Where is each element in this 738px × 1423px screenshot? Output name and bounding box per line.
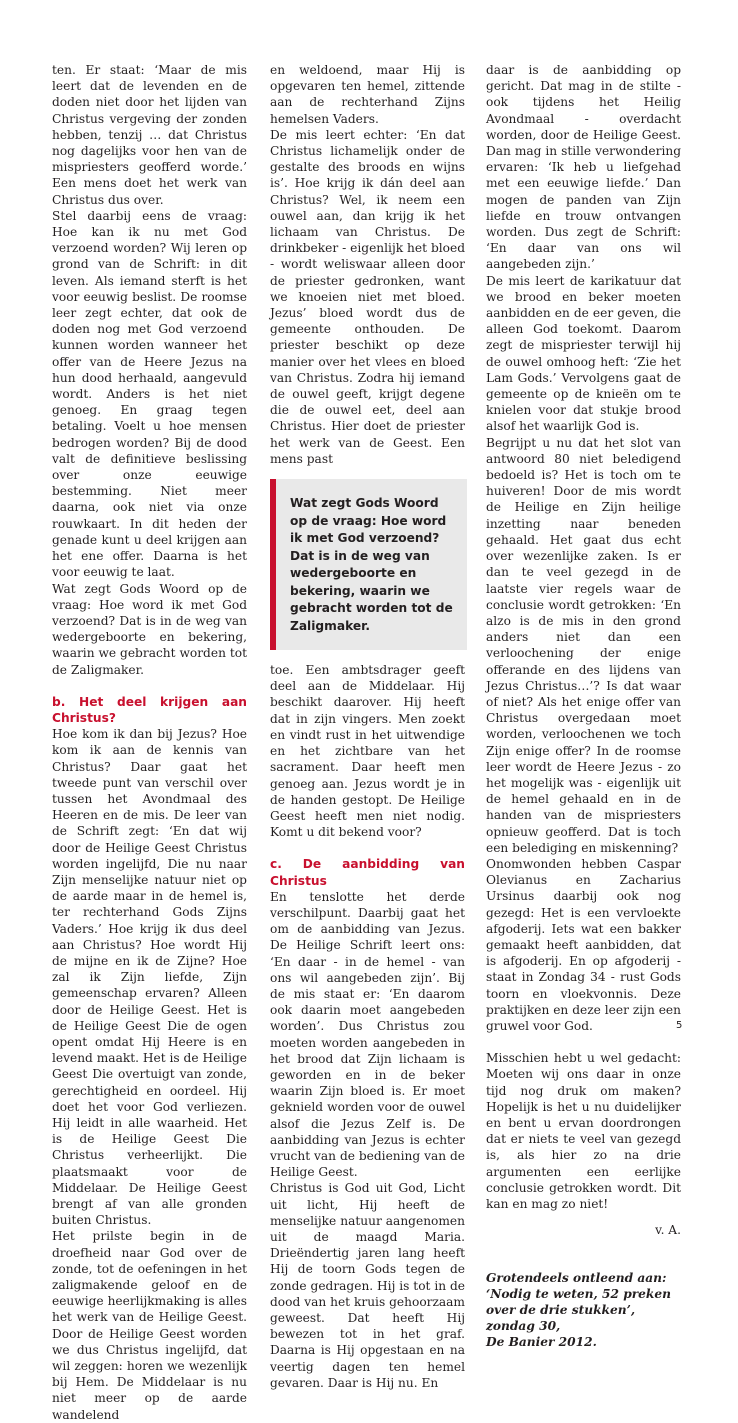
source-line: over de drie stukken’, zondag 30, [486,1303,636,1334]
page-number: 5 [676,1020,683,1031]
paragraph: ten. Er staat: ‘Maar de mis leert dat de levenden en de doden niet door het lijden van Christus vergeving der zonden hebben, tenzij … dat Christus nog dagelijks voor hen van de mispriesters geofferd worde.’ Een mens doet het werk van Christus dus over. [52,63,247,207]
source-line: ‘Nodig te weten, 52 preken [486,1287,671,1302]
paragraph: en weldoend, maar Hij is opgevaren ten hemel, zittende aan de rechterhand Zijns hemelsen Vaders. [270,63,465,126]
source-line: Grotendeels ontleend aan: [486,1271,667,1286]
paragraph: daar is de aanbidding op gericht. Dat mag in de stilte - ook tijdens het Heilig Avondmaal - overdacht worden, door de Heilige Geest. Dan mag in stille verwondering ervaren: ‘Ik heb u liefgehad met een eeuwige liefde.’ Dan mogen de panden van Zijn liefde en trouw ontvangen worden. Dus zegt de Schrift: ‘En daar van ons wil aangebeden zijn.’ [486,63,681,272]
paragraph: Onomwonden hebben Caspar Olevianus en Zacharius Ursinus daarbij ook nog gezegd: Het is een vervloekte afgoderij. Iets wat een bakker gemaakt heeft aanbidden, dat is afgoderij. En op afgoderij - staat in Zondag 34 - rust Gods toorn en vloekvonnis. Deze praktijken en deze leer zijn een gruwel voor God. [486,856,681,1033]
paragraph: Misschien hebt u wel gedacht: Moeten wij ons daar in onze tijd nog druk om maken? Hopelijk is het u nu duidelijker en bent u ervan doordrongen dat er niets te veel van gezegd is, als hier zo na drie argumenten een eerlijke conclusie getrokken wordt. Dit kan en mag zo niet! [486,1051,681,1212]
source-citation [486,1270,681,1350]
column-3 [486,62,681,1350]
source-line: De Banier 2012. [486,1335,597,1350]
paragraph: Begrijpt u nu dat het slot van antwoord 80 niet beledigend bedoeld is? Het is toch om te huiveren! Door de mis wordt de Heilige en Zijn heilige inzetting naar beneden gehaald. Het gaat dus echt over wezenlijke zaken. Is er dan te veel gezegd in de laatste vier regels waar de conclusie wordt getrokken: ‘En alzo is de mis in den grond anders niet dan een verloochening der enige offerande en des lijdens van Jezus Christus…’? Is dat waar of niet? Als het enige offer van Christus overgedaan moet worden, verloochenen we toch Zijn enige offer? In de roomse leer wordt de Heere Jezus - zo het mogelijk was - eigenlijk uit de hemel gehaald en in de handen van de mispriesters opnieuw geofferd. Dat is toch een belediging en miskenning? [486,435,681,855]
author-signoff: v. A. [655,1223,681,1238]
paragraph: Stel daarbij eens de vraag: Hoe kan ik nu met God verzoend worden? Wij leren op grond van de Schrift: in dit leven. Als iemand sterft is het voor eeuwig beslist. De roomse leer zegt echter, dat ook de doden nog met God verzoend kunnen worden wanneer het offer van de Heere Jezus na hun dood herhaald, aangevuld wordt. Anders is het niet genoeg. En graag tegen betaling. Voelt u hoe mensen bedrogen worden? Bij de dood valt de definitieve beslissing over onze eeuwige bestemming. Niet meer daarna, ook niet via onze rouwkaart. In dit heden der genade kunt u deel krijgen aan het ene offer. Daarna is het voor eeuwig te laat. [52,208,247,580]
paragraph: En tenslotte het derde verschilpunt. Daarbij gaat het om de aanbidding van Jezus. De Heilige Schrift leert ons: ‘En daar - in de hemel - van ons wil aangebeden zijn’. Bij de mis staat er: ‘En daarom ook daarin moet aangebeden worden’. Dus Christus zou moeten worden aangebeden in het brood dat Zijn lichaam is geworden en in de beker waarin Zijn bloed is. Er moet geknield worden voor de ouwel alsof die Jezus Zelf is. De aanbidding van Jezus is echter vrucht van de bediening van de Heilige Geest. [270,889,465,1180]
column-2 [270,62,465,1391]
paragraph: Het prilste begin in de droefheid naar God over de zonde, tot de oefeningen in het zaligmakende geloof en de eeuwige heerlijkmaking is alles het werk van de Heilige Geest. Door de Heilige Geest worden we dus Christus ingelijfd, dat wil zeggen: horen we wezenlijk bij Hem. De Middelaar is nu niet meer op de aarde wandelend [52,1229,247,1422]
paragraph: De mis leert echter: ‘En dat Christus lichamelijk onder de gestalte des broods en wijns is’. Hoe krijg ik dán deel aan Christus? Wel, ik neem een ouwel aan, dan krijg ik het lichaam van Christus. De drinkbeker - eigenlijk het bloed - wordt weliswaar alleen door de priester gedronken, want we knoeien niet met bloed. Jezus’ bloed wordt dus de gemeente onthouden. De priester beschikt op deze manier over het vlees en bloed van Christus. Zodra hij iemand de ouwel geeft, krijgt degene die de ouwel eet, deel aan Christus. Hier doet de priester het werk van de Geest. Een mens past [270,127,465,466]
paragraph: toe. Een ambtsdrager geeft deel aan de Middelaar. Hij beschikt daarover. Hij heeft dat in zijn vingers. Men zoekt en vindt rust in het uitwendige en het zichtbare van het sacrament. Daar heeft men genoeg aan. Jezus wordt je in de handen gestopt. De Heilige Geest heeft men niet nodig. Komt u dit bekend voor? [270,663,465,840]
column-1 [52,62,247,1423]
section-heading-b: b. Het deel krijgen aan Christus? [52,694,247,725]
paragraph: Hoe kom ik dan bij Jezus? Hoe kom ik aan de kennis van Christus? Daar gaat het tweede punt van verschil over tussen het Avondmaal des Heeren en de mis. De leer van de Schrift zegt: ‘En dat wij door de Heilige Geest Christus worden ingelijfd, Die nu naar Zijn menselijke natuur niet op de aarde maar in de hemel is, ter rechterhand Gods Zijns Vaders.’ Hoe krijg ik dus deel aan Christus? Hoe wordt Hij de mijne en ik de Zijne? Hoe zal ik Zijn liefde, Zijn gemeenschap ervaren? Alleen door de Heilige Geest. Het is de Heilige Geest Die de ogen opent omdat Hij Heere is en levend maakt. Het is de Heilige Geest Die overtuigt van zonde, gerechtigheid en oordeel. Hij doet het voor God verliezen. Hij leidt in alle waarheid. Het is de Heilige Geest Die Christus verheerlijkt. Die plaatsmaakt voor de Middelaar. De Heilige Geest brengt af van alle gronden buiten Christus. [52,727,247,1228]
paragraph: Christus is God uit God, Licht uit licht, Hij heeft de menselijke natuur aangenomen uit de maagd Maria. Drieëndertig jaren lang heeft Hij de toorn Gods tegen de zonde gedragen. Hij is tot in de dood van het kruis gehoorzaam geweest. Dat heeft Hij bewezen tot in het graf. Daarna is Hij opgestaan en na veertig dagen ten hemel gevaren. Daar is Hij nu. En [270,1181,465,1390]
paragraph: Wat zegt Gods Woord op de vraag: Hoe word ik met God verzoend? Dat is in de weg van wedergeboorte en bekering, waarin we gebracht worden tot de Zaligmaker. [52,581,247,677]
pull-quote: Wat zegt Gods Woord op de vraag: Hoe word ik met God verzoend? Dat is in de weg van wedergeboorte en bekering, waarin we gebracht worden tot de Zaligmaker. [270,479,467,650]
paragraph: De mis leert de karikatuur dat we brood en beker moeten aanbidden en de eer geven, die alleen God toekomt. Daarom zegt de mispriester terwijl hij de ouwel omhoog heft: ‘Zie het Lam Gods.’ Vervolgens gaat de gemeente op de knieën om te knielen voor dat stukje brood alsof het waarlijk God is. [486,273,681,434]
section-heading-c: c. De aanbidding van Christus [270,857,465,888]
